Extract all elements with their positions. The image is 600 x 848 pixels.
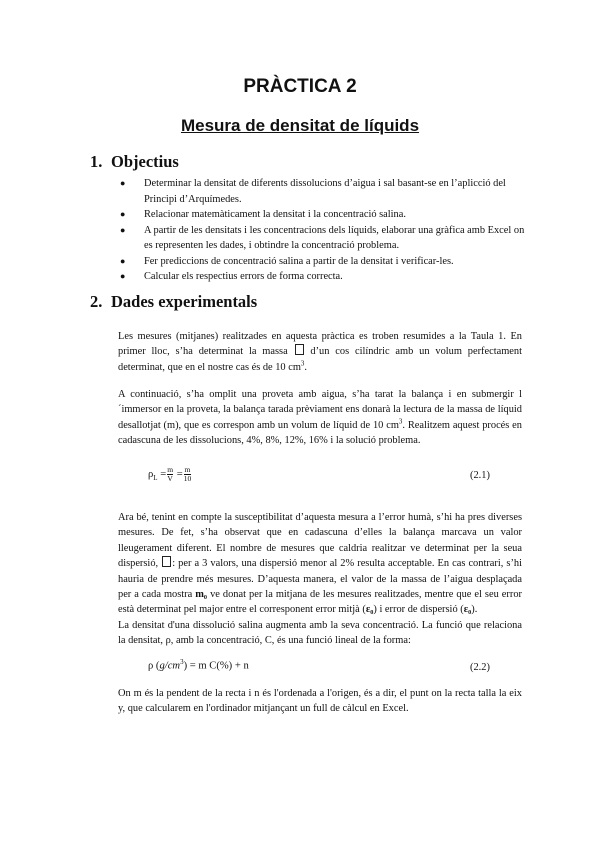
section-number: 1. (90, 152, 103, 171)
section-number: 2. (90, 292, 103, 311)
list-item-text: Relacionar matemàticament la densitat i la concentració salina. (144, 209, 406, 220)
section-title: Objectius (111, 152, 179, 171)
paragraph-procedure: A continuació, s’ha omplit una proveta amb aigua, s’ha tarat la balança i en submergir l´immersor en la proveta, la balança tarada prèviament ens donarà la lectura de la massa de líquid desallotjat (m), que es correspon amb un volum de líquid de 10 $cm^3$. Realitzem aquest procés en cadascuna de les dissolucions, 4%, 8%, 12%, 16% i la solució problema. (118, 389, 522, 447)
list-item (118, 176, 528, 207)
paragraph-linear-relation: La densitat d'una dissolució salina augmenta amb la seva concentració. La funció que relaciona la densitat, ρ, amb la concentració, C, és una funció lineal de la forma: (118, 620, 522, 647)
paragraph-slope-intercept: On m és la pendent de la recta i n és l'ordenada a l'origen, és a dir, el punt on la recta talla la eix y, que calcularem en l'ordinador mitjançant un full de càlcul en Excel. (118, 688, 522, 715)
list-item (118, 254, 528, 270)
list-item (118, 269, 528, 285)
symbol-epsilon0: ε₀ (365, 604, 374, 616)
objectives-list (118, 176, 528, 285)
section-heading-objectius (90, 152, 179, 172)
list-item-text: Fer prediccions de concentració salina a partir de la densitat i verificar-les. (144, 255, 454, 267)
list-item-text: A partir de les densitats i les concentracions dels líquids, elaborar una gràfica amb Excel on es representen les dades, i obtindre la concentració problema. (144, 224, 525, 251)
bullet-icon: ● (120, 209, 126, 219)
list-item (118, 223, 528, 254)
paragraph-intro: Les mesures (mitjanes) realitzades en aquesta pràctica es troben resumides a la Taula 1. En primer lloc, s’ha determinat la massa d’un cos cilíndric amb un volum perfectament determinat, que en el nostre cas és de 10 $cm^3$. (118, 331, 523, 373)
symbol-epsilon0: ε₀ (463, 604, 472, 616)
fraction: $\frac{m}{V}$ (167, 465, 174, 483)
equation-number: (2.2) (470, 662, 490, 673)
section-heading-dades (90, 292, 257, 312)
missing-symbol-icon (162, 556, 171, 567)
equation-2-1: $\rho_L$ = $\frac{m}{V}$ = $\frac{m}{10}$ (148, 465, 192, 483)
document-subtitle: Mesura de densitat de líquids (180, 116, 420, 135)
list-item (118, 207, 528, 223)
fraction: $\frac{m}{10}$ (183, 465, 192, 483)
document-title: PRÀCTICA 2 (243, 76, 357, 97)
bullet-icon: ● (120, 255, 126, 266)
symbol-m0: m₀ (195, 589, 208, 601)
paragraph-measurement-error: Ara bé, tenint en compte la susceptibilitat d’aquesta mesura a l’error humà, s’hi ha pres diverses mesures. De fet, s’ha observat que en cadascuna d’elles la balança marcava un valor lleugerament diferent. El nombre de mesures que caldria realitzar ve determinat per la seua dispersió, : per a 3 valors, una dispersió menor al 2% resulta acceptable. En cas contrari, s’hi hauria de prendre més mesures. D’aquesta manera, el valor de la massa de l’aigua desplaçada per a cada mostra m₀ ve donat per la mitjana de les mesures realitzades, mentre que el seu error està determinat pel major entre el corresponent error mitjà (ε₀) i error de dispersió (ε₀). (118, 512, 522, 616)
list-item-text: Calcular els respectius errors de forma correcta. (144, 271, 343, 282)
missing-symbol-icon (295, 344, 304, 355)
equation-2-2: ρ $(g/cm^3) = m$ C(%) + n (148, 658, 249, 672)
bullet-icon: ● (120, 178, 126, 188)
list-item-text: Determinar la densitat de diferents dissolucions d’aigua i sal basant-se en l’aplicció del Principi d’Arquímedes. (144, 178, 506, 205)
bullet-icon: ● (120, 271, 126, 281)
bullet-icon: ● (120, 224, 126, 235)
equation-number: (2.1) (470, 470, 490, 481)
section-title: Dades experimentals (111, 292, 258, 311)
